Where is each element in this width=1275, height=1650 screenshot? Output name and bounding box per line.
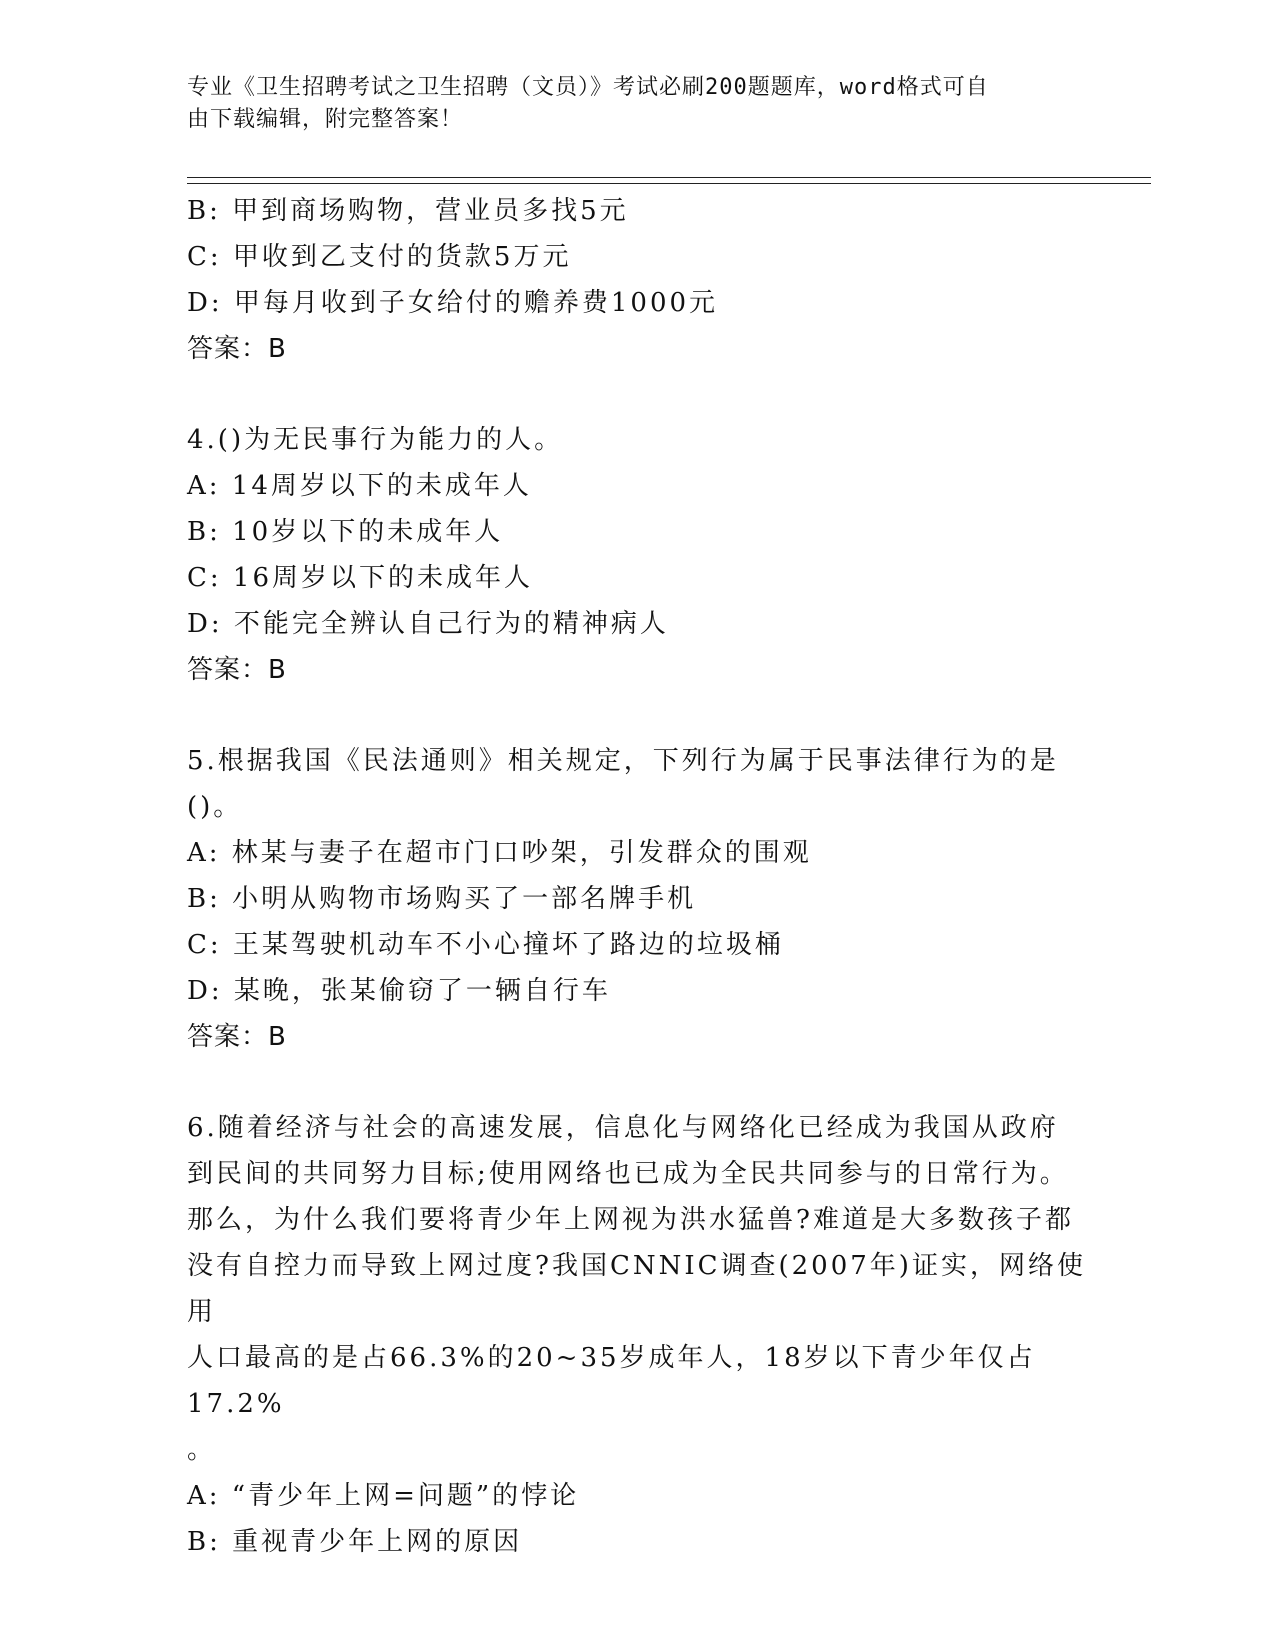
- q4-option-a: A: 14周岁以下的未成年人: [187, 471, 532, 501]
- question-5-block: [187, 738, 1087, 1060]
- q5-option-a: A: 林某与妻子在超市门口吵架，引发群众的围观: [187, 838, 812, 868]
- q6-stem-line-5: 人口最高的是占66.3%的20~35岁成年人，18岁以下青少年仅占17.2%: [187, 1343, 1036, 1419]
- q5-option-d: D: 某晚，张某偷窃了一辆自行车: [187, 976, 611, 1006]
- question-3-block: [187, 188, 1087, 372]
- q5-stem-line-1: 5.根据我国《民法通则》相关规定，下列行为属于民事法律行为的是: [187, 746, 1059, 776]
- q6-stem-line-4: 没有自控力而导致上网过度?我国CNNIC调查(2007年)证实，网络使用: [187, 1251, 1086, 1327]
- q6-option-b: B: 重视青少年上网的原因: [187, 1527, 523, 1557]
- q6-stem-line-1: 6.随着经济与社会的高速发展，信息化与网络化已经成为我国从政府: [187, 1113, 1059, 1143]
- q5-answer: 答案：B: [187, 1022, 287, 1052]
- header-line-2: 由下载编辑，附完整答案！: [187, 107, 464, 132]
- spacer: [187, 372, 1087, 417]
- q4-option-c: C: 16周岁以下的未成年人: [187, 563, 534, 593]
- question-4-block: [187, 417, 1087, 693]
- q3-answer: 答案：B: [187, 334, 287, 364]
- q3-option-b: B: 甲到商场购物，营业员多找5元: [187, 196, 629, 226]
- q5-stem-line-2: ()。: [187, 792, 243, 822]
- spacer: [187, 693, 1087, 738]
- q4-answer: 答案：B: [187, 655, 287, 685]
- document-body: [187, 188, 1087, 1565]
- document-header: [187, 72, 1067, 136]
- header-rule-bottom: [187, 183, 1151, 184]
- q5-option-c: C: 王某驾驶机动车不小心撞坏了路边的垃圾桶: [187, 930, 784, 960]
- q6-stem-line-3: 那么，为什么我们要将青少年上网视为洪水猛兽?难道是大多数孩子都: [187, 1205, 1074, 1235]
- q3-option-c: C: 甲收到乙支付的货款5万元: [187, 242, 572, 272]
- q3-option-d: D: 甲每月收到子女给付的赡养费1000元: [187, 288, 719, 318]
- q6-stem-line-6: 。: [187, 1435, 217, 1465]
- q4-stem: 4.()为无民事行为能力的人。: [187, 425, 564, 455]
- q4-option-b: B: 10岁以下的未成年人: [187, 517, 504, 547]
- q6-option-a: A: “青少年上网=问题”的悖论: [187, 1481, 580, 1511]
- spacer: [187, 1060, 1087, 1105]
- q4-option-d: D: 不能完全辨认自己行为的精神病人: [187, 609, 669, 639]
- header-line-1: 专业《卫生招聘考试之卫生招聘（文员）》考试必刷200题题库，word格式可自: [187, 75, 989, 100]
- question-6-block: [187, 1105, 1087, 1565]
- q6-stem-line-2: 到民间的共同努力目标;使用网络也已成为全民共同参与的日常行为。: [187, 1159, 1069, 1189]
- q5-option-b: B: 小明从购物市场购买了一部名牌手机: [187, 884, 697, 914]
- header-rule-top: [187, 177, 1151, 178]
